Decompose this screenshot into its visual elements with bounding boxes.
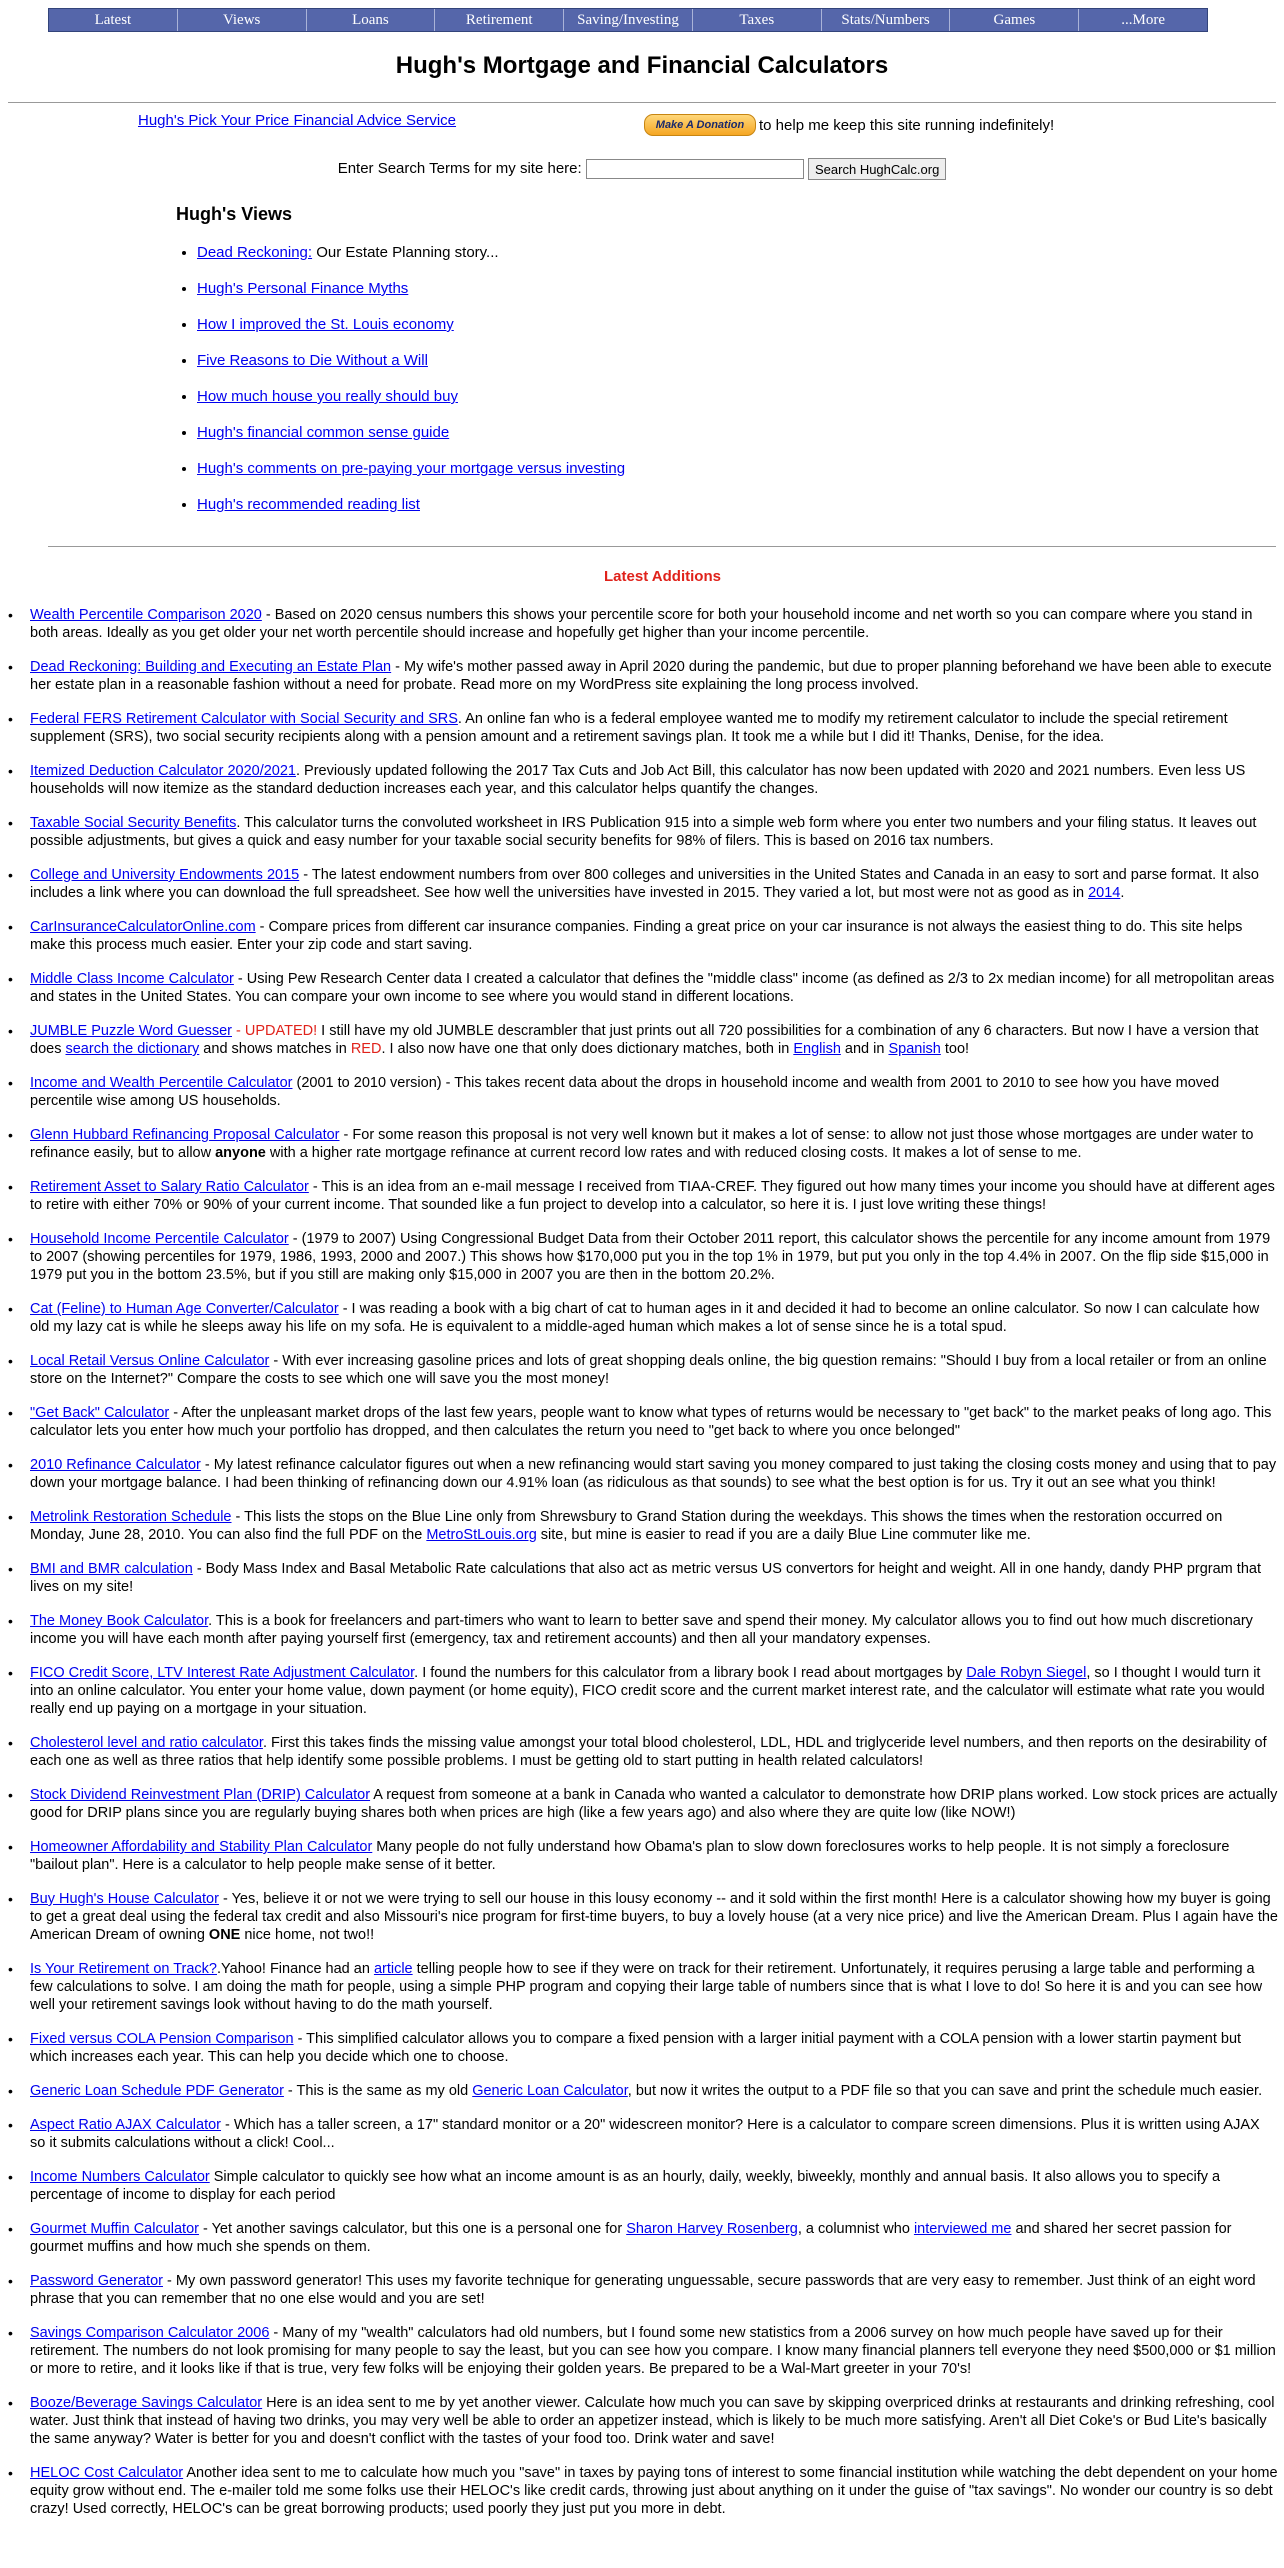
addition-link[interactable]: Household Income Percentile Calculator <box>30 1231 289 1247</box>
nav-more[interactable]: ...More <box>1121 12 1166 28</box>
list-item <box>8 1352 1278 1388</box>
addition-text: - (1979 to 2007) Using Congressional Budget Data from their October 2011 report, this calculator shows the percentile for any income amount from 1979 to 2007 (showing percentiles for 1979, 1986, 1993, 2000 and 2007.) This shows how $170,000 put you in the top 1% in 1979, but put you only in the top 4.4% in 2007. On the flip side $15,000 in 1979 put you in the bottom 23.5%, but if you still are making only $15,000 in 2007 you are then in the bottom 20.2%. <box>30 1231 1271 1283</box>
addition-text: - Yes, believe it or not we were trying to sell our house in this lousy economy -- and it sold within the first month! Here is a calculator showing how my buyer is going to get a great deal using the federal tax credit and also Missouri's nice program for first-time buyers, to buy a lovely house (at a very nice price) and live the American Dream. Plus I again have the American Dream of owning <box>30 1891 1278 1943</box>
donate-area <box>644 114 1054 136</box>
list-item <box>8 2394 1278 2448</box>
list-item <box>8 1560 1278 1596</box>
addition-text: . Previously updated following the 2017 Tax Cuts and Job Act Bill, this calculator has now been updated with 2020 and 2021 numbers. Even less US households will now itemize as the standard deduction increases each year, and this calculator helps quantify the changes. <box>30 763 1246 797</box>
addition-text: (2001 to 2010 version) - This takes recent data about the drops in household income and wealth from 2001 to 2010 to see how you have moved percentile wise among US households. <box>30 1075 1220 1109</box>
addition-link[interactable]: Aspect Ratio AJAX Calculator <box>30 2117 222 2133</box>
list-item <box>8 1508 1278 1544</box>
emphasis-text: anyone <box>215 1145 266 1161</box>
list-item <box>8 2272 1278 2308</box>
addition-text: and shared her secret passion for gourmet muffins and how much she spends on them. <box>30 2221 1232 2255</box>
addition-link[interactable]: JUMBLE Puzzle Word Guesser <box>30 1023 232 1039</box>
addition-link[interactable]: interviewed me <box>913 2221 1012 2237</box>
nav-stats-numbers[interactable]: Stats/Numbers <box>822 9 951 31</box>
addition-text: - This lists the stops on the Blue Line only from Shrewsbury to Grand Station during the weekdays. This shows the times when the restoration occurred on Monday, June 28, 2010. You can also find the full PDF on the <box>30 1509 1223 1543</box>
addition-text: and in <box>840 1041 889 1057</box>
list-item <box>8 1230 1278 1284</box>
addition-link[interactable]: Buy Hugh's House Calculator <box>30 1891 219 1907</box>
addition-text: - This is the same as my old <box>283 2083 473 2099</box>
list-item <box>8 1734 1278 1770</box>
view-link[interactable]: How much house you really should buy <box>197 388 458 405</box>
addition-link[interactable]: Sharon Harvey Rosenberg <box>626 2221 798 2237</box>
addition-text: - Many of my "wealth" calculators had old numbers, but I found some new statistics from a 2006 survey on how much people have saved up for their retirement. The numbers do not look promising for many people to say the least, but you can see how you compare. I know many financial planners tell everyone they need $500,000 or $1 million or more to retire, and it looks like if that is true, very few folks will be enjoying their golden years. Be prepared to be a Wal-Mart greeter in your 70's! <box>30 2325 1276 2377</box>
list-item <box>8 1126 1278 1162</box>
list-item <box>8 1404 1278 1440</box>
addition-text: - Which has a taller screen, a 17" standard monitor or a 20" widescreen monitor? Here is a calculator to compare screen dimensions. Plus it is written using AJAX so it submits calculations without a click! Cool... <box>30 2117 1260 2151</box>
updated-badge: UPDATED! <box>244 1023 318 1039</box>
list-item <box>8 1612 1278 1648</box>
addition-link[interactable]: Itemized Deduction Calculator 2020/2021 <box>30 763 296 779</box>
addition-link[interactable]: Dead Reckoning: Building and Executing an Estate Plan <box>30 659 392 675</box>
addition-text: Here is an idea sent to me by yet another viewer. Calculate how much you can save by skipping overpriced drinks at restaurants and drinking refreshing, cool water. Just think that instead of having two drinks, you may very well be able to order an appetizer instead, which is likely to be much more satisfying. Aren't all Diet Coke's or Bud Lite's basically the same anyway? Water is better for you and doesn't conflict with the tastes of your food too. Drink water and save! <box>30 2395 1275 2447</box>
addition-link[interactable]: Dale Robyn Siegel <box>966 1665 1087 1681</box>
list-item <box>8 1456 1278 1492</box>
list-item <box>8 606 1278 642</box>
addition-text: . I also now have one that only does dictionary matches, both in <box>381 1041 794 1057</box>
list-item <box>8 1178 1278 1214</box>
addition-link[interactable]: BMI and BMR calculation <box>30 1561 193 1577</box>
list-item <box>8 658 1278 694</box>
addition-link[interactable]: 2010 Refinance Calculator <box>30 1457 201 1473</box>
view-text: Our Estate Planning story... <box>312 244 499 261</box>
addition-link[interactable]: Generic Loan Schedule PDF Generator <box>30 2083 284 2099</box>
nav-taxes[interactable]: Taxes <box>693 9 822 31</box>
addition-text: - Yet another savings calculator, but this one is a personal one for <box>198 2221 627 2237</box>
view-link[interactable]: Hugh's recommended reading list <box>197 496 420 513</box>
addition-link[interactable]: Retirement Asset to Salary Ratio Calculator <box>30 1179 309 1195</box>
page-title: Hugh's Mortgage and Financial Calculators <box>395 52 889 79</box>
addition-text: site, but mine is easier to read if you are a daily Blue Line commuter like me. <box>536 1527 1031 1543</box>
list-item <box>8 2464 1278 2518</box>
nav-latest[interactable]: Latest <box>49 9 178 31</box>
addition-link[interactable]: Taxable Social Security Benefits <box>30 815 237 831</box>
addition-link[interactable]: Is Your Retirement on Track? <box>30 1961 217 1977</box>
addition-link[interactable]: CarInsuranceCalculatorOnline.com <box>30 919 256 935</box>
search-button[interactable]: Search HughCalc.org <box>808 158 946 180</box>
nav-loans[interactable]: Loans <box>307 9 436 31</box>
addition-link[interactable]: Middle Class Income Calculator <box>30 971 234 987</box>
view-link[interactable]: Five Reasons to Die Without a Will <box>197 352 428 369</box>
list-item <box>197 244 625 280</box>
list-item <box>8 814 1278 850</box>
additions-list <box>8 606 1278 2534</box>
addition-link[interactable]: Stock Dividend Reinvestment Plan (DRIP) Calculator <box>30 1787 371 1803</box>
list-item <box>197 280 625 316</box>
site-search <box>0 158 1284 180</box>
list-item <box>197 316 625 352</box>
addition-text: . First this takes finds the missing value amongst your total blood cholesterol, LDL, HDL and triglyceride level numbers, and then reports on the desirability of each one as well as three ratios that help identify some possible problems. I must be getting old to start putting in health related calculators! <box>30 1735 1267 1769</box>
addition-link[interactable]: Local Retail Versus Online Calculator <box>30 1353 270 1369</box>
red-word: RED <box>350 1041 382 1057</box>
list-item <box>8 1890 1278 1944</box>
addition-text: Many people do not fully understand how Obama's plan to slow down foreclosures works to help people. It is not simply a foreclosure "bailout plan". Here is a calculator to help people make sense of it better. <box>30 1839 1230 1873</box>
addition-text: Simple calculator to quickly see how what an income amount is as an hourly, daily, weekly, biweekly, monthly and annual basis. It also allows you to specify a percentage of income to display for each period <box>30 2169 1221 2203</box>
addition-text: - Using Pew Research Center data I created a calculator that defines the "middle class" income (as defined as 2/3 to 2x median income) for all metropolitan areas and states in the United States. You can compare your own income to see where you would stand in different locations. <box>30 971 1275 1005</box>
list-item <box>8 970 1278 1006</box>
addition-text: - <box>232 1023 245 1039</box>
addition-text: and shows matches in <box>199 1041 351 1057</box>
addition-text: . <box>1120 885 1125 901</box>
list-item <box>197 424 625 460</box>
addition-text: , but now it writes the output to a PDF file so that you can save and print the schedule much easier. <box>627 2083 1263 2099</box>
addition-link[interactable]: 2014 <box>1088 885 1121 901</box>
addition-link[interactable]: Income and Wealth Percentile Calculator <box>30 1075 293 1091</box>
list-item <box>197 352 625 388</box>
list-item <box>197 388 625 424</box>
top-nav <box>48 8 1208 32</box>
addition-link[interactable]: search the dictionary <box>65 1041 200 1057</box>
addition-link[interactable]: The Money Book Calculator <box>30 1613 209 1629</box>
addition-text: , so I thought I would turn it into an online calculator. You enter your home value, down payment (or home equity), FICO credit score and the current market interest rate, and the calculator will estimate what rate you would really end up paying on a mortgage in your situation. <box>30 1665 1265 1717</box>
list-item <box>8 1664 1278 1718</box>
donate-text: to help me keep this site running indefinitely! <box>759 116 1055 134</box>
addition-link[interactable]: College and University Endowments 2015 <box>30 867 300 883</box>
addition-text: .Yahoo! Finance had an <box>217 1961 374 1977</box>
list-item <box>8 1838 1278 1874</box>
divider <box>48 546 1276 547</box>
addition-text: - For some reason this proposal is not very well known but it makes a lot of sense: to allow not just those whose mortgages are under water to refinance easily, but to allow <box>30 1127 1254 1161</box>
list-item <box>8 710 1278 746</box>
addition-link[interactable]: Wealth Percentile Comparison 2020 <box>30 607 262 623</box>
list-item <box>8 2324 1278 2378</box>
nav-views[interactable]: Views <box>178 9 307 31</box>
addition-text: - With ever increasing gasoline prices and lots of great shopping deals online, the big question remains: "Should I buy from a local retailer or from an online store on the Internet?" Compare the costs to see which one will save you the most money! <box>30 1353 1267 1387</box>
list-item <box>8 1300 1278 1336</box>
view-link[interactable]: Hugh's Personal Finance Myths <box>197 280 409 297</box>
addition-link[interactable]: article <box>373 1961 413 1977</box>
addition-link[interactable]: HELOC Cost Calculator <box>30 2465 184 2481</box>
addition-link[interactable]: Fixed versus COLA Pension Comparison <box>30 2031 294 2047</box>
list-item <box>197 496 625 532</box>
list-item <box>8 2220 1278 2256</box>
list-item <box>8 2116 1278 2152</box>
view-link[interactable]: Hugh's financial common sense guide <box>197 424 450 441</box>
addition-link[interactable]: "Get Back" Calculator <box>30 1405 170 1421</box>
list-item <box>8 2030 1278 2066</box>
addition-text: - After the unpleasant market drops of the last few years, people want to know what types of returns would be necessary to "get back" to the market peaks of long ago. This calculator lets you enter how much your portfolio has dropped, and then calculates the return you need to "get back to where you once belonged" <box>30 1405 1272 1439</box>
addition-link[interactable]: Generic Loan Calculator <box>472 2083 628 2099</box>
addition-link[interactable]: Booze/Beverage Savings Calculator <box>30 2395 263 2411</box>
addition-text: - Compare prices from different car insurance companies. Finding a great price on your car insurance is not always the easiest thing to do. This site helps make this process much easier. Enter your zip code and start saving. <box>30 919 1243 953</box>
addition-text: . I found the numbers for this calculator from a library book I read about mortgages by <box>414 1665 967 1681</box>
view-link[interactable]: Hugh's comments on pre-paying your mortgage versus investing <box>197 460 626 477</box>
addition-text: nice home, not two!! <box>240 1927 375 1943</box>
addition-text: - My latest refinance calculator figures out when a new refinancing would start saving you money compared to just taking the closing costs money and using that to pay down your mortgage balance. I had been thinking of refinancing down our 4.91% loan (as ridiculous as that sounds) to see what the best option is for us. Try it out an see what you think! <box>30 1457 1277 1491</box>
nav-games[interactable]: Games <box>950 9 1079 31</box>
addition-text: Another idea sent to me to calculate how much you "save" in taxes by paying tons of interest to some financial institution while watching the debt dependent on your home equity grow without end. The e-mailer told me some folks use their HELOC's like credit cards, throwing just about anything on it under the guise of "tax savings". No wonder our country is so debt crazy! Used correctly, HELOC's can be great borrowing products; used poorly they just put you more in debt. <box>30 2465 1278 2517</box>
addition-text: , a columnist who <box>797 2221 914 2237</box>
addition-link[interactable]: Federal FERS Retirement Calculator with Social Security and SRS <box>30 711 458 727</box>
addition-link[interactable]: Homeowner Affordability and Stability Plan Calculator <box>30 1839 373 1855</box>
addition-text: - Body Mass Index and Basal Metabolic Rate calculations that also act as metric versus US convertors for height and weight. All in one handy, dandy PHP prgram that lives on my site! <box>30 1561 1261 1595</box>
addition-link[interactable]: Income Numbers Calculator <box>30 2169 210 2185</box>
list-item <box>8 2082 1278 2100</box>
list-item <box>8 1960 1278 2014</box>
views-list <box>176 244 625 532</box>
list-item <box>8 762 1278 798</box>
view-link[interactable]: How I improved the St. Louis economy <box>197 316 454 333</box>
addition-text: too! <box>940 1041 970 1057</box>
latest-additions-heading: Latest Additions <box>604 568 721 585</box>
addition-text: - This is an idea from an e-mail message I received from TIAA-CREF. They figured out how many times your income you should have at different ages to retire with either 70% or 90% of your current income. That sounded like a fun project to develop into a calculator, so here it is. I just love writing these things! <box>30 1179 1275 1213</box>
addition-link[interactable]: Cholesterol level and ratio calculator <box>30 1735 263 1751</box>
addition-text: A request from someone at a bank in Canada who wanted a calculator to demonstrate how DRIP plans worked. Low stock prices are actually good for DRIP plans since you are regularly buying shares both when prices are high (like a few years ago) and also where they are quite low (like NOW!) <box>30 1787 1278 1821</box>
addition-text: - The latest endowment numbers from over 800 colleges and universities in the United States and Canada in an easy to sort and parse format. It also includes a link where you can download the full spreadsheet. See how well the universities have invested in 2015. They varied a lot, but most were not as good as in <box>30 867 1259 901</box>
list-item <box>8 1074 1278 1110</box>
addition-text: with a higher rate mortgage refinance at current record low rates and with reduced closing costs. It makes a lot of sense to me. <box>265 1145 1082 1161</box>
advice-service-link[interactable]: Hugh's Pick Your Price Financial Advice Service <box>138 112 457 129</box>
addition-link[interactable]: Glenn Hubbard Refinancing Proposal Calculator <box>30 1127 340 1143</box>
divider <box>8 102 1276 103</box>
addition-text: - My own password generator! This uses my favorite technique for generating unguessable, secure passwords that are very easy to remember. Just think of an eight word phrase that you can remember that no one else would and you are set! <box>30 2273 1256 2307</box>
addition-link[interactable]: MetroStLouis.org <box>426 1527 537 1543</box>
addition-link[interactable]: FICO Credit Score, LTV Interest Rate Adjustment Calculator <box>30 1665 415 1681</box>
addition-link[interactable]: Cat (Feline) to Human Age Converter/Calculator <box>30 1301 339 1317</box>
list-item <box>8 918 1278 954</box>
addition-text: - Based on 2020 census numbers this shows your percentile score for both your household income and net worth so you can compare where you stand in both areas. Ideally as you get older your net worth percentile should increase and hopefully get higher than your income percentile. <box>30 607 1253 641</box>
addition-link[interactable]: Metrolink Restoration Schedule <box>30 1509 232 1525</box>
donate-button[interactable]: Make A Donation <box>644 114 756 136</box>
addition-text: - I was reading a book with a big chart of cat to human ages in it and decided it had to become an online calculator. So now I can calculate how old my lazy cat is while he sleeps away his life on my sofa. He is equivalent to a middle-aged human which makes a lot of sense since he is a total spud. <box>30 1301 1260 1335</box>
view-link[interactable]: Dead Reckoning: <box>197 244 313 261</box>
addition-text: I still have my old JUMBLE descrambler that just prints out all 720 possibilities for a combination of any 6 characters. But now I have a version that does <box>30 1023 1259 1057</box>
addition-text: - My wife's mother passed away in April 2020 during the pandemic, but due to proper planning beforehand we have been able to execute her estate plan in a reasonable fashion without a need for probate. Read more on my WordPress site explaining the long process involved. <box>30 659 1272 693</box>
list-item <box>8 1022 1278 1058</box>
list-item <box>8 866 1278 902</box>
addition-text: telling people how to see if they were on track for their retirement. Unfortunately, it requires perusing a large table and performing a few calculations to solve. I am doing the math for people, using a simple PHP program and copying their large table of numbers since that is what I love to do! So here it is and you can see how well your retirement savings look without having to do the math yourself. <box>30 1961 1263 2013</box>
search-input[interactable] <box>586 159 804 179</box>
addition-text: - This simplified calculator allows you to compare a fixed pension with a larger initial payment with a COLA pension with a lower startin payment but which increases each year. This can help you decide which one to choose. <box>30 2031 1242 2065</box>
emphasis-text: ONE <box>208 1927 241 1943</box>
list-item <box>8 2168 1278 2204</box>
addition-text: . This is a book for freelancers and part-timers who want to learn to better save and spend their money. My calculator allows you to find out how much discretionary income you will have each month after paying yourself first (emergency, tax and retirement accounts) and then all your mandatory expenses. <box>30 1613 1253 1647</box>
addition-link[interactable]: English <box>793 1041 841 1057</box>
list-item <box>8 1786 1278 1822</box>
addition-text: . This calculator turns the convoluted worksheet in IRS Publication 915 into a simple web form where you enter two numbers and your filing status. It leaves out possible adjustments, but gives a quick and easy number for your taxable social security benefits for 98% of filers. This is based on 2016 tax numbers. <box>30 815 1257 849</box>
nav-retirement[interactable]: Retirement <box>435 9 564 31</box>
addition-link[interactable]: Gourmet Muffin Calculator <box>30 2221 199 2237</box>
addition-link[interactable]: Password Generator <box>30 2273 163 2289</box>
addition-link[interactable]: Spanish <box>888 1041 941 1057</box>
addition-text: . An online fan who is a federal employee wanted me to modify my retirement calculator to include the special retirement supplement (SRS), two social security recipients along with a pension amount and a retirement savings plan. It took me a while but I did it! Thanks, Denise, for the idea. <box>30 711 1228 745</box>
views-heading: Hugh's Views <box>176 204 292 224</box>
addition-link[interactable]: Savings Comparison Calculator 2006 <box>30 2325 270 2341</box>
search-label: Enter Search Terms for my site here: <box>337 159 582 177</box>
nav-saving-investing[interactable]: Saving/Investing <box>564 9 693 31</box>
list-item <box>197 460 625 496</box>
